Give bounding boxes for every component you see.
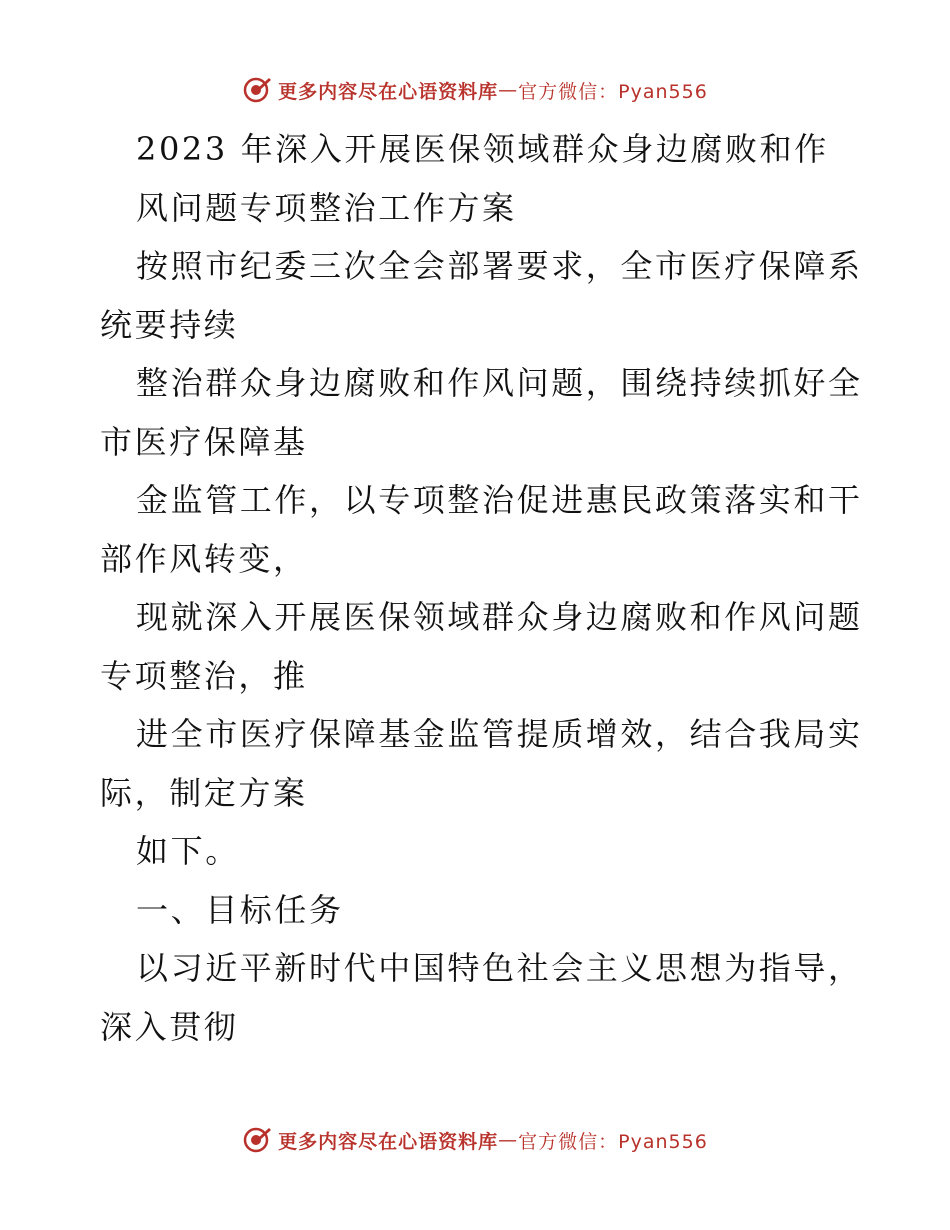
section-heading: 一、目标任务: [136, 890, 344, 929]
pen-seal-logo-icon: [242, 1125, 272, 1155]
footer-watermark: [0, 1122, 950, 1158]
paragraph-line: 深入贯彻: [100, 1007, 239, 1046]
watermark-text: 更多内容尽在心语资料库: [278, 80, 499, 103]
paragraph-line: 部作风转变，: [100, 539, 308, 578]
paragraph-line: 如下。: [136, 832, 240, 870]
paragraph-line: 整治群众身边腐败和作风问题，围绕持续抓好全: [136, 364, 863, 402]
paragraph-line: 际，制定方案: [100, 773, 308, 812]
watermark-wechat: 官方微信：Pyan556: [518, 1130, 708, 1153]
watermark-text: 更多内容尽在心语资料库: [278, 1130, 499, 1153]
paragraph-line: 统要持续: [100, 305, 239, 344]
paragraph-line: 专项整治，推: [100, 656, 308, 695]
watermark-dash: —: [498, 1129, 519, 1151]
watermark-dash: —: [498, 79, 519, 101]
pen-seal-logo-icon: [242, 75, 272, 105]
paragraph-line: 按照市纪委三次全会部署要求，全市医疗保障系: [136, 247, 863, 285]
header-watermark: [0, 72, 950, 108]
paragraph-line: 以习近平新时代中国特色社会主义思想为指导，: [136, 949, 863, 987]
document-body: [100, 120, 863, 1056]
doc-title-line-2: 风问题专项整治工作方案: [136, 188, 517, 227]
paragraph-line: 市医疗保障基: [100, 422, 308, 461]
watermark-wechat: 官方微信：Pyan556: [518, 80, 708, 103]
paragraph-line: 现就深入开展医保领域群众身边腐败和作风问题: [136, 598, 863, 636]
paragraph-line: 金监管工作，以专项整治促进惠民政策落实和干: [136, 481, 863, 519]
paragraph-line: 进全市医疗保障基金监管提质增效，结合我局实: [136, 715, 863, 753]
doc-title-line-1: 2023 年深入开展医保领域群众身边腐败和作: [136, 130, 829, 168]
